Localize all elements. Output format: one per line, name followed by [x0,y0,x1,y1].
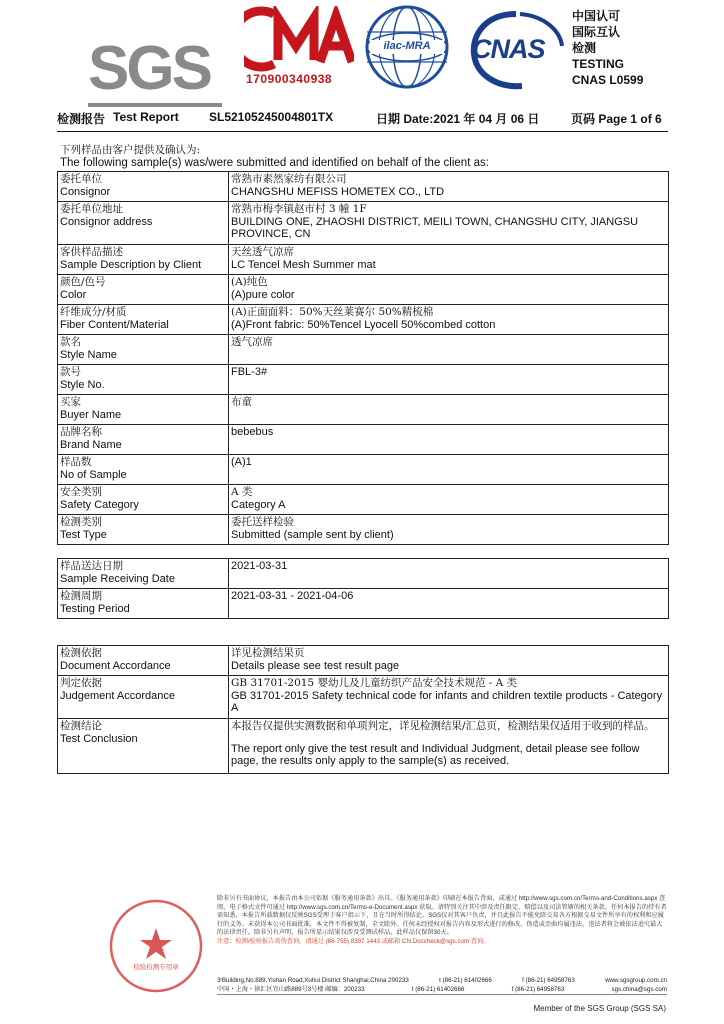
row-label [58,202,229,245]
label-cn: 委托单位地址 [60,203,123,215]
row-label [58,676,229,719]
cma-logo [244,6,354,90]
table-row [58,589,669,619]
label-cn: 检测类别 [60,516,102,528]
conclusion-table [57,645,669,774]
ilac-text: ilac-MRA [383,40,431,52]
row-value [229,245,669,275]
value-line-1: 委托送样检验 [231,516,294,528]
row-label [58,395,229,425]
row-value [229,485,669,515]
inspection-stamp [108,898,204,994]
table-row [58,305,669,335]
row-value [229,515,669,545]
value-line-1: A 类 [231,486,253,498]
table-row [58,455,669,485]
label-cn: 客供样品描述 [60,246,123,258]
table-row [58,365,669,395]
row-value [229,646,669,676]
value-line-1: (A)1 [231,456,252,468]
value-line-1: 常熟市梅李镇赵市村 3 幢 1F [231,203,367,215]
row-label [58,719,229,774]
row-label [58,485,229,515]
label-en: Style No. [60,378,105,391]
table-row [58,275,669,305]
footer-divider [217,994,667,995]
label-en: Test Type [60,528,107,541]
row-value [229,395,669,425]
value-line-1: bebebus [231,426,274,438]
value-line-1: GB 31701-2015 婴幼儿及儿童纺织产品安全技术规范 - A 类 [231,677,518,689]
row-value [229,719,669,774]
label-en: Test Conclusion [60,732,138,745]
row-value [229,335,669,365]
label-cn: 委托单位 [60,173,102,185]
header-divider [57,131,668,132]
table-row [58,425,669,455]
value-line-2: Details please see test result page [231,659,400,672]
value-line-1: 布童 [231,396,252,408]
row-label [58,455,229,485]
cma-number: 170900340938 [246,72,333,86]
row-label [58,335,229,365]
value-line-1: (A)纯色 [231,276,268,288]
value-line-2: GB 31701-2015 Safety technical code for infants and children textile products - Category A [231,689,663,714]
report-number: SL52105245004801TX [209,110,334,124]
value-line-2: (A)pure color [231,288,295,301]
row-label [58,172,229,202]
row-value [229,172,669,202]
terms-text: 除非另有书面协议，本报告由本公司依据《服务通用条款》出具。《服务通用条款》印刷在本报告背面，或通过 http://www.sgs.com.cn/Terms-and-Conditions.aspx 查阅，电子格式文件可通过 http://www.sgs.com.cn/Terms-e-Document.aspx 获取。请特别关注其中涉及责任限定、赔偿以及司法管辖的相关条款。任何本报告的持有者需知悉，本报告所载数据仅反映SGS受理于客户指示下，且在当时所得结论。SGS仅对其客户负责，并且此报告不能免除交易各方根据交易文件所享有的权利和应履行的义务。未获得本公司书面批准，本文件不得被复制，全文除外。任何未经授权对报告内容及形式进行的修改、伪造或歪曲均属违法，违法者将会被依法追究最大的法律责任。除非另有声明，报告所显示结果仅涉及受测试样品，此样品仅保留30天。 注意：检测/检验报告真伪查询，请通过 (86-755) 8307 1443 或邮箱 CN.Doccheck@sgs.com 查询。 [217,895,667,945]
value-line-1: 2021-03-31 [231,560,288,572]
value-line-1: (A)正面面料：50%天丝莱赛尔 50%精梳棉 [231,306,434,318]
value-line-1: 常熟市素然家纺有限公司 [231,173,347,185]
label-cn: 款名 [60,336,81,348]
address-block [217,976,667,994]
cma-mark-icon [244,6,354,72]
value-line-1: FBL-3# [231,366,268,378]
label-cn: 样品送达日期 [60,560,123,572]
row-value [229,589,669,619]
label-en: Color [60,288,87,301]
row-value [229,676,669,719]
member-text: Member of the SGS Group (SGS SA) [533,1004,666,1013]
label-cn: 检测结论 [60,720,102,732]
label-cn: 样品数 [60,456,92,468]
table-row [58,202,669,245]
sample-info-table [57,171,669,545]
label-cn: 检测周期 [60,590,102,602]
stamp-sub-text: 检验检测专用章 [133,964,179,971]
row-value [229,305,669,335]
label-en: Brand Name [60,438,122,451]
table-row [58,646,669,676]
label-en: Fiber Content/Material [60,318,169,331]
table-row [58,719,669,774]
ilac-mra-logo [364,4,450,90]
row-value [229,425,669,455]
date-table [57,558,669,619]
address-row-cn: 中国・上海・徐汇区宜山路889号3号楼 邮编：200233 t (86-21) 61402666 f (86-21) 64958763 sgs.china@sgs.com [217,986,667,993]
row-label [58,646,229,676]
value-line-1: 2021-03-31 - 2021-04-06 [231,590,354,602]
label-cn: 品牌名称 [60,426,102,438]
label-en: Safety Category [60,498,139,511]
label-cn: 款号 [60,366,81,378]
table-row [58,245,669,275]
stamp-seal-icon [108,898,204,994]
row-label [58,365,229,395]
value-line-1: 透气凉席 [231,336,273,348]
report-date: 日期 Date:2021 年 04 月 06 日 [376,112,540,126]
label-cn: 判定依据 [60,677,102,689]
row-value [229,559,669,589]
value-line-2: Category A [231,498,286,511]
label-en: Consignor [60,185,111,198]
label-cn: 安全类别 [60,486,102,498]
cnas-text: CNAS [472,34,545,64]
label-en: Document Accordance [60,659,171,672]
row-label [58,245,229,275]
label-cn: 纤维成分/材质 [60,306,127,318]
label-en: Buyer Name [60,408,122,421]
label-en: Sample Description by Client [60,258,202,271]
row-value [229,202,669,245]
row-label [58,305,229,335]
value-line-2: BUILDING ONE, ZHAOSHI DISTRICT, MEILI TOWN, CHANGSHU CITY, JIANGSU PROVINCE, CN [231,215,639,240]
label-en: Consignor address [60,215,153,228]
sgs-logo-bar [88,103,222,107]
label-en: Sample Receiving Date [60,572,175,585]
accreditation-text: 中国认可 国际互认 检测 TESTING CNAS L0599 [572,9,644,87]
value-line-2: (A)Front fabric: 50%Tencel Lyocell 50%combed cotton [231,318,496,331]
value-line-1: 详见检测结果页 [231,647,305,659]
value-line-2: Submitted (sample sent by client) [231,528,394,541]
table-row [58,559,669,589]
row-label [58,425,229,455]
row-label [58,589,229,619]
verification-note: 注意：检测/检验报告真伪查询，请通过 (86-755) 8307 1443 或邮箱 CN.Doccheck@sgs.com 查询。 [217,937,490,945]
row-value [229,455,669,485]
row-label [58,275,229,305]
value-line-2: CHANGSHU MEFISS HOMETEX CO., LTD [231,185,445,198]
value-line-2: The report only give the test result and Individual Judgment, detail please see follow page, the results only apply to the sample(s) as received. [231,742,640,767]
report-label-en: Test Report [113,110,179,124]
sgs-logo: SGS [88,38,198,108]
label-cn: 颜色/色号 [60,276,106,288]
row-value [229,275,669,305]
value-line-2: LC Tencel Mesh Summer mat [231,258,376,271]
intro-text: 下列样品由客户提供及确认为: The following sample(s) was/were submitted and identified on behalf of the client as: [60,144,489,169]
value-line-1: 天丝透气凉席 [231,246,294,258]
table-row [58,395,669,425]
table-row [58,676,669,719]
label-en: Testing Period [60,602,130,615]
table-row [58,335,669,365]
label-en: Style Name [60,348,117,361]
label-cn: 检测依据 [60,647,102,659]
table-row [58,172,669,202]
value-line-1: 本报告仅提供实测数据和单项判定，详见检测结果/汇总页，检测结果仅适用于收到的样品。 [231,720,655,732]
label-cn: 买家 [60,396,81,408]
row-value [229,365,669,395]
row-label [58,559,229,589]
report-label-cn: 检测报告 [57,112,106,126]
label-en: No of Sample [60,468,127,481]
page-number: 页码 Page 1 of 6 [571,112,662,126]
report-header-line [57,110,668,127]
cnas-logo [466,10,566,90]
table-row [58,485,669,515]
row-label [58,515,229,545]
table-row [58,515,669,545]
address-row-en: 3ʳBuilding,No.889,Yishan Road,Xuhui District Shanghai,China 200233 t (86-21) 61402666 f (86-21) 64958763 www.sgsgroup.com.cn [217,977,667,984]
label-en: Judgement Accordance [60,689,175,702]
